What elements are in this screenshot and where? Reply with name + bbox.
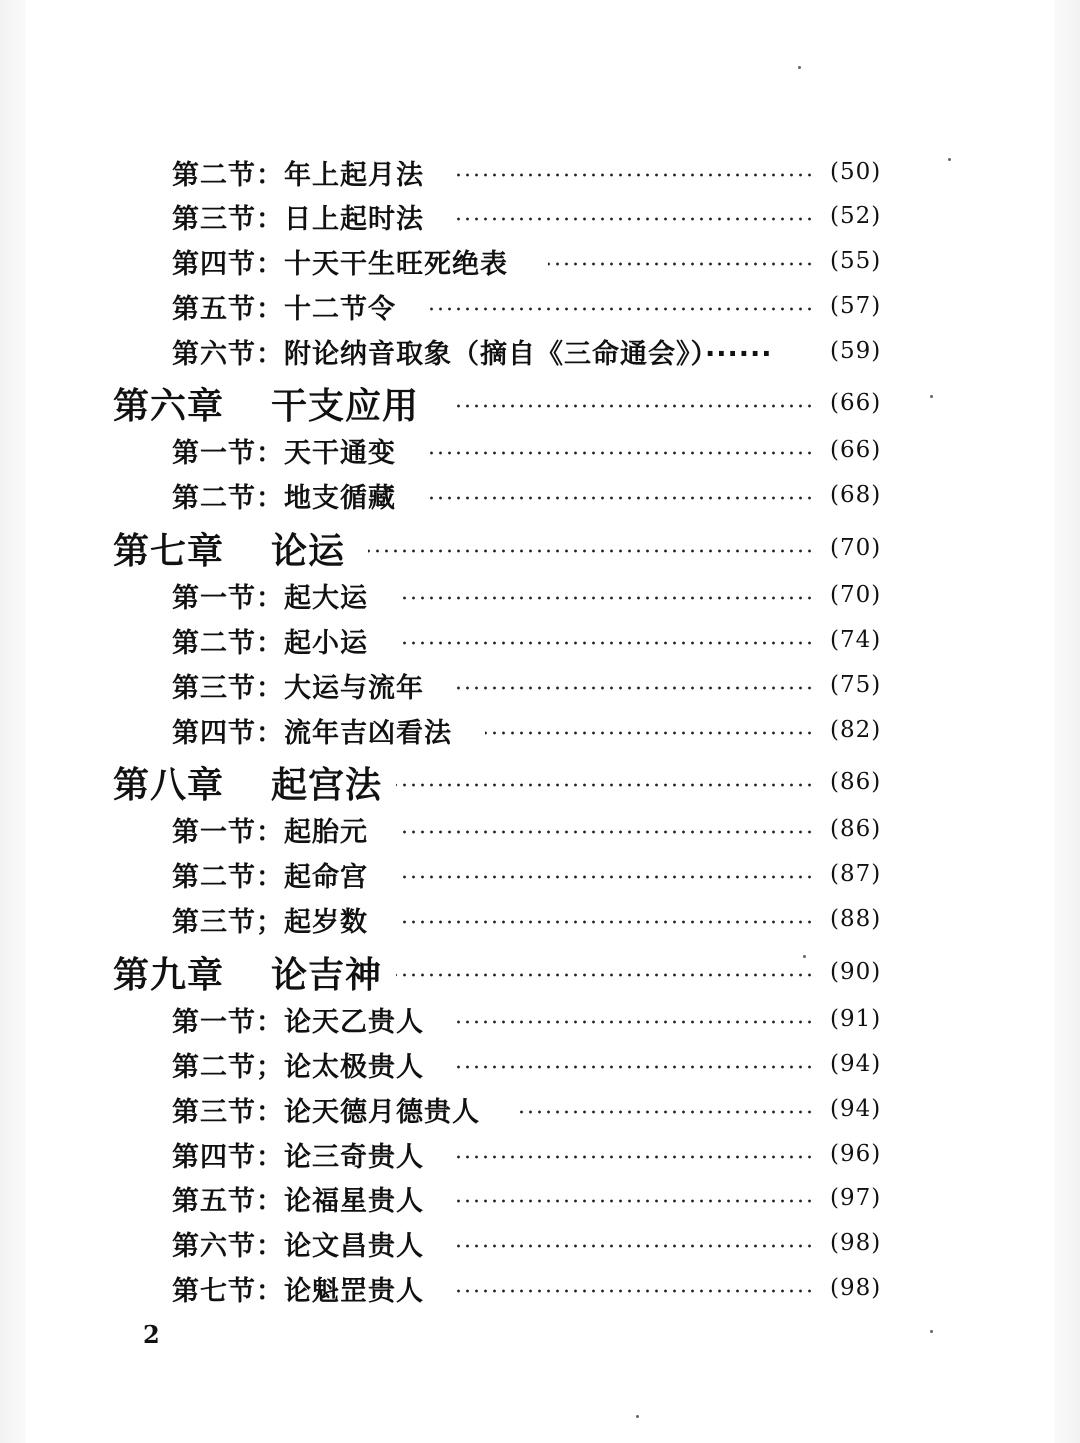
- dot-leader: [455, 173, 814, 177]
- dot-leader: [515, 1110, 814, 1114]
- toc-section-label: 第五节：论福星贵人: [172, 1185, 424, 1217]
- toc-section-label: 第一节：起大运: [172, 582, 368, 614]
- toc-page-number: (70): [830, 535, 882, 561]
- dot-leader: [455, 1155, 814, 1159]
- toc-section-row: [0, 239, 1080, 283]
- toc-section-label: 第三节：日上起时法: [172, 203, 424, 235]
- scan-speck: [803, 955, 806, 958]
- dot-leader: [455, 1199, 814, 1203]
- toc-page-number: (98): [830, 1275, 882, 1301]
- toc-page-number: (86): [830, 816, 882, 842]
- toc-page-number: (87): [830, 861, 882, 887]
- dot-leader: [455, 217, 814, 221]
- toc-section-row: [0, 1266, 1080, 1310]
- dot-leader: [396, 973, 814, 977]
- toc-section-label: 第一节：天干通变: [172, 437, 396, 469]
- toc-section-row: [0, 807, 1080, 851]
- toc-section-label: 第三节：论天德月德贵人: [172, 1096, 480, 1128]
- toc-chapter-heading: [113, 378, 419, 429]
- dot-leader: [455, 1244, 814, 1248]
- toc-page-number: (96): [830, 1141, 882, 1167]
- toc-section-row: [0, 573, 1080, 617]
- scan-speck: [636, 1415, 639, 1418]
- toc-page-number: (66): [830, 390, 882, 416]
- chapter-title: 论运: [271, 530, 346, 572]
- toc-page-number: (98): [830, 1230, 882, 1256]
- toc-page-number: (50): [830, 159, 882, 185]
- toc-section-label: 第二节：地支循藏: [172, 482, 396, 514]
- toc-page-number: (90): [830, 959, 882, 985]
- toc-chapter-row: [0, 950, 1080, 994]
- dot-leader: [368, 549, 814, 553]
- toc-page-number: (94): [830, 1096, 882, 1122]
- toc-page-number: (91): [830, 1006, 882, 1032]
- toc-section-label: 第二节：起命宫: [172, 861, 368, 893]
- toc-section-row: [0, 997, 1080, 1041]
- dot-leader: [425, 307, 814, 311]
- toc-section-row: [0, 284, 1080, 328]
- toc-section-label: 第三节；起岁数: [172, 906, 368, 938]
- scan-speck: [930, 1330, 933, 1333]
- toc-section-row: [0, 708, 1080, 752]
- toc-section-label: 第四节：十天干生旺死绝表: [172, 248, 508, 280]
- toc-section-row: [0, 329, 1080, 373]
- dot-leader: [455, 404, 814, 408]
- scan-speck: [930, 395, 933, 398]
- toc-section-row: [0, 663, 1080, 707]
- toc-page-number: (66): [830, 437, 882, 463]
- chapter-number: 第六章: [113, 385, 225, 427]
- dot-leader: [455, 686, 814, 690]
- chapter-title: 干支应用: [271, 385, 420, 427]
- dot-leader: [396, 783, 814, 787]
- dot-leader: [397, 875, 814, 879]
- chapter-number: 第七章: [113, 530, 225, 572]
- toc-section-row: [0, 150, 1080, 194]
- chapter-title: 起宫法: [271, 764, 383, 806]
- toc-chapter-heading: [113, 947, 382, 998]
- dot-leader: [397, 641, 814, 645]
- toc-page-number: (68): [830, 482, 882, 508]
- dot-leader: [455, 1065, 814, 1069]
- toc-section-label: 第一节：论天乙贵人: [172, 1006, 424, 1038]
- toc-section-row: [0, 1221, 1080, 1265]
- toc-page-number: (57): [830, 293, 882, 319]
- toc-section-row: [0, 428, 1080, 472]
- toc-section-row: [0, 618, 1080, 662]
- dot-leader: [425, 451, 814, 455]
- toc-section-label: 第二节；论太极贵人: [172, 1051, 424, 1083]
- toc-section-row: [0, 194, 1080, 238]
- dot-leader: [548, 262, 814, 266]
- scan-speck: [948, 158, 951, 161]
- toc-section-row: [0, 1176, 1080, 1220]
- dot-leader: [397, 596, 814, 600]
- chapter-number: 第九章: [113, 954, 225, 996]
- dot-leader: [425, 496, 814, 500]
- toc-chapter-heading: [113, 757, 382, 808]
- toc-page-number: (55): [830, 248, 882, 274]
- toc-page-number: (74): [830, 627, 882, 653]
- dot-leader: [397, 920, 814, 924]
- toc-chapter-row: [0, 526, 1080, 570]
- toc-section-row: [0, 852, 1080, 896]
- toc-section-row: [0, 1042, 1080, 1086]
- chapter-number: 第八章: [113, 764, 225, 806]
- toc-section-label: 第五节：十二节令: [172, 293, 396, 325]
- toc-section-row: [0, 1132, 1080, 1176]
- scan-speck: [798, 66, 801, 69]
- toc-page-number: (97): [830, 1185, 882, 1211]
- toc-section-label: 第二节：年上起月法: [172, 159, 424, 191]
- toc-chapter-heading: [113, 523, 345, 574]
- toc-section-label: 第二节：起小运: [172, 627, 368, 659]
- toc-page-number: (70): [830, 582, 882, 608]
- toc-section-label: 第七节：论魁罡贵人: [172, 1275, 424, 1307]
- toc-page-number: (52): [830, 203, 882, 229]
- chapter-title: 论吉神: [271, 954, 383, 996]
- toc-page-number: (88): [830, 906, 882, 932]
- toc-section-row: [0, 897, 1080, 941]
- toc-section-label: 第三节：大运与流年: [172, 672, 424, 704]
- dot-leader: [455, 1020, 814, 1024]
- toc-chapter-row: [0, 381, 1080, 425]
- toc-section-label: 第六节：论文昌贵人: [172, 1230, 424, 1262]
- dot-leader: [485, 731, 814, 735]
- toc-page-number: (59): [830, 338, 882, 364]
- toc-section-row: [0, 1087, 1080, 1131]
- toc-section-label: 第四节：流年吉凶看法: [172, 717, 452, 749]
- toc-section-label: 第四节：论三奇贵人: [172, 1141, 424, 1173]
- page-folio-number: 2: [143, 1320, 160, 1349]
- toc-page-number: (94): [830, 1051, 882, 1077]
- toc-page-number: (82): [830, 717, 882, 743]
- toc-chapter-row: [0, 760, 1080, 804]
- dot-leader: [455, 1289, 814, 1293]
- dot-leader: [397, 830, 814, 834]
- toc-page-number: (75): [830, 672, 882, 698]
- toc-section-label: 第一节：起胎元: [172, 816, 368, 848]
- toc-section-row: [0, 473, 1080, 517]
- toc-page-number: (86): [830, 769, 882, 795]
- toc-section-label: 第六节：附论纳音取象（摘自《三命通会》）······: [172, 338, 773, 370]
